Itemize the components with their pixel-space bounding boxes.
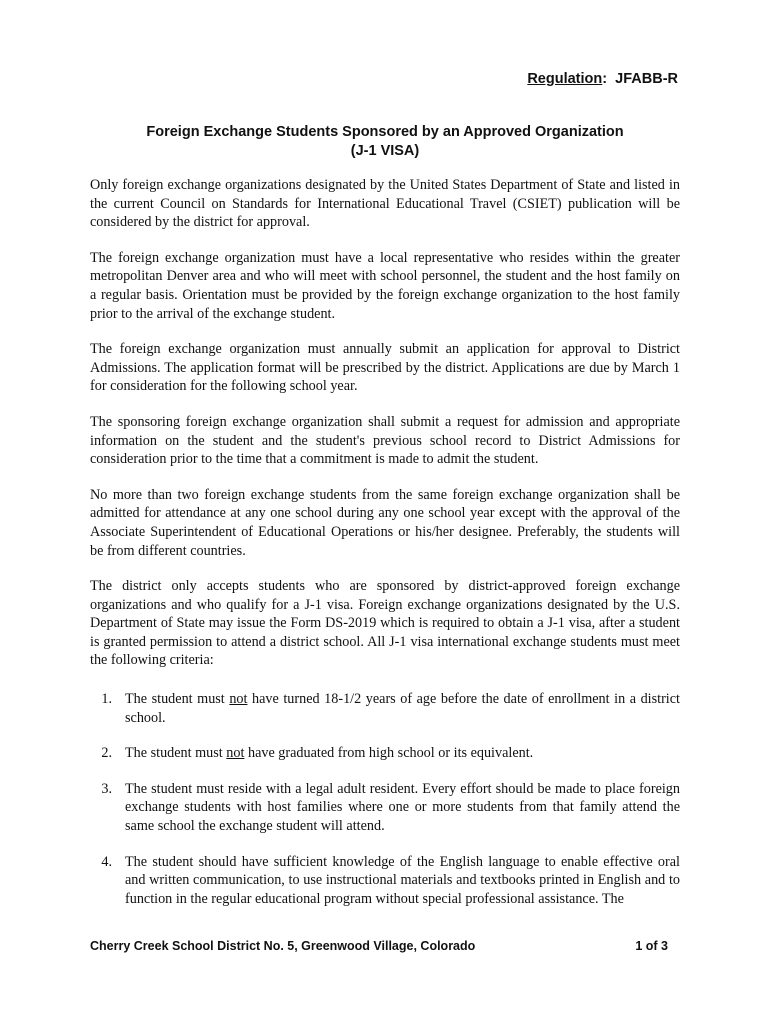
criteria-list bbox=[90, 690, 680, 908]
criteria-text: The student should have sufficient knowledge of the English language to enable effective oral and written communication, to use instructional materials and textbooks printed in English and to function in the regular educational program without special professional assistance. The bbox=[125, 853, 680, 907]
paragraph: No more than two foreign exchange students from the same foreign exchange organization shall be admitted for attendance at any one school during any one school year except with the approval of the Associate Superintendent of Educational Operations or his/her designee. Preferably, the students will be from different countries. bbox=[90, 486, 680, 559]
criteria-item bbox=[90, 853, 680, 909]
criteria-number: 4. bbox=[101, 853, 112, 870]
regulation-header bbox=[527, 71, 678, 87]
criteria-text: The student must bbox=[125, 745, 227, 762]
paragraph: Only foreign exchange organizations designated by the United States Department of State and listed in the current Council on Standards for International Educational Travel (CSIET) publication will be considered by the district for approval. bbox=[90, 177, 680, 231]
criteria-number: 3. bbox=[101, 780, 112, 797]
criteria-item bbox=[90, 780, 680, 836]
criteria-text-end: have graduated from high school or its equivalent. bbox=[244, 745, 534, 762]
criteria-number: 1. bbox=[101, 691, 112, 708]
criteria-item bbox=[90, 744, 680, 763]
title-line-1: Foreign Exchange Students Sponsored by an Approved Organization bbox=[146, 124, 624, 140]
title-line-2: (J-1 VISA) bbox=[350, 143, 420, 159]
regulation-label: Regulation bbox=[527, 71, 603, 87]
criteria-emphasis: not bbox=[229, 691, 248, 708]
document-body bbox=[90, 176, 680, 925]
page-footer bbox=[90, 939, 680, 953]
footer-district: Cherry Creek School District No. 5, Greenwood Village, Colorado bbox=[90, 939, 476, 953]
regulation-code: JFABB-R bbox=[615, 71, 678, 87]
paragraph: The foreign exchange organization must annually submit an application for approval to District Admissions. The application format will be prescribed by the district. Applications are due by March 1 for consideration for the following school year. bbox=[90, 341, 680, 395]
criteria-text-end: have turned 18-1/2 years of age before the date of enrollment in a district school. bbox=[125, 691, 680, 726]
paragraph: The foreign exchange organization must have a local representative who resides within the greater metropolitan Denver area and who will meet with school personnel, the student and the host family on a regular basis. Orientation must be provided by the foreign exchange organization to the host family prior to the arrival of the exchange student. bbox=[90, 249, 680, 322]
criteria-text: The student must bbox=[125, 691, 230, 708]
criteria-item bbox=[90, 690, 680, 727]
criteria-text: The student must reside with a legal adult resident. Every effort should be made to place foreign exchange students with host families where one or more students from that family attend the same school the exchange student will attend. bbox=[125, 780, 680, 835]
page-number: 1 of 3 bbox=[635, 939, 668, 953]
paragraph: The district only accepts students who are sponsored by district-approved foreign exchange organizations and who qualify for a J-1 visa. Foreign exchange organizations designated by the U.S. Department of State may issue the Form DS-2019 which is required to obtain a J-1 visa, after a student is granted permission to attend a district school. All J-1 visa international exchange students must meet the following criteria: bbox=[90, 578, 680, 669]
document-title bbox=[90, 123, 680, 161]
regulation-separator: : bbox=[602, 71, 608, 87]
criteria-emphasis: not bbox=[226, 745, 245, 762]
criteria-number: 2. bbox=[101, 745, 112, 762]
paragraph: The sponsoring foreign exchange organization shall submit a request for admission and appropriate information on the student and the student's previous school record to District Admissions for consideration prior to the time that a commitment is made to admit the student. bbox=[90, 413, 680, 468]
